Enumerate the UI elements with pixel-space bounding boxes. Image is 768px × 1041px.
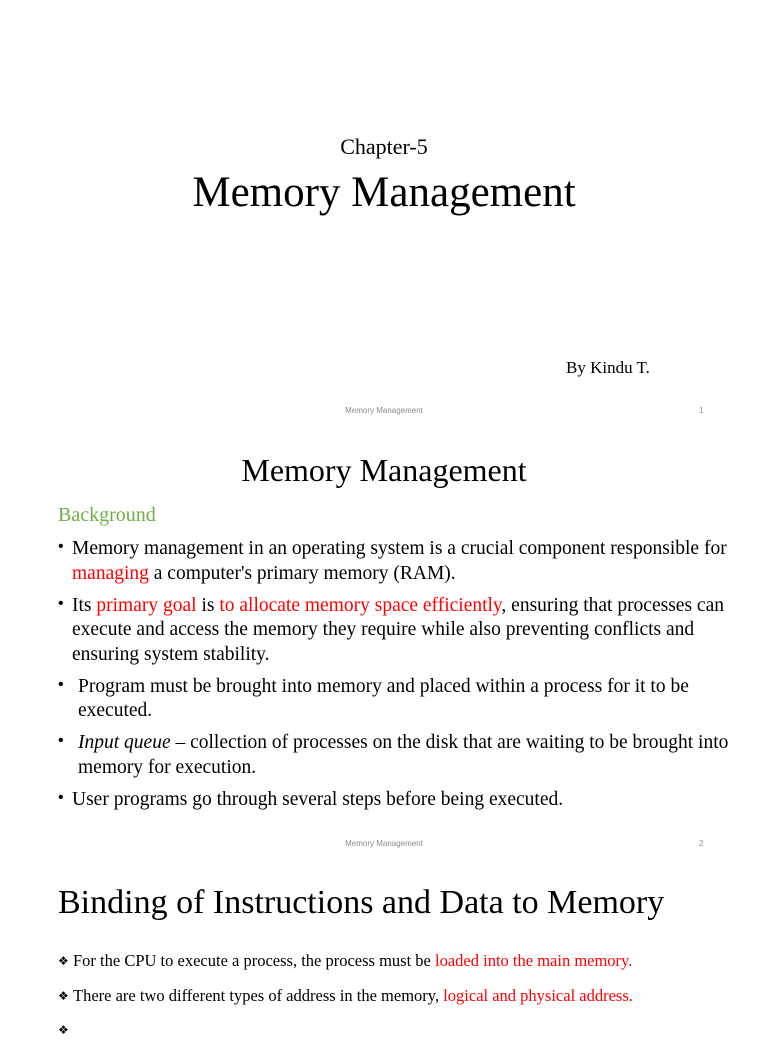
bullet-icon: • bbox=[58, 675, 64, 693]
slide-footer-text: Memory Management bbox=[345, 406, 423, 415]
highlight-text: primary goal bbox=[96, 594, 197, 616]
slide-page-number: 2 bbox=[699, 839, 704, 848]
highlight-text: loaded into the main memory. bbox=[435, 951, 633, 970]
bullet-text: Memory management in an operating system is a crucial component responsible for bbox=[72, 538, 727, 559]
bullet-text: is bbox=[196, 594, 220, 616]
slide-2 bbox=[0, 432, 768, 864]
slide-page-number: 1 bbox=[699, 406, 704, 415]
slide-title: Binding of Instructions and Data to Memory bbox=[58, 884, 665, 921]
list-item bbox=[58, 950, 758, 972]
author-label: By Kindu T. bbox=[566, 358, 650, 377]
diamond-bullet-icon: ❖ bbox=[58, 1023, 69, 1037]
diamond-bullet-icon: ❖ bbox=[58, 954, 69, 968]
bullet-text: For the CPU to execute a process, the process must be bbox=[73, 951, 436, 970]
bullet-icon: • bbox=[58, 538, 64, 555]
list-item bbox=[58, 594, 738, 668]
bullet-text: Program must be brought into memory and placed within a process for it to be executed. bbox=[78, 675, 689, 721]
italic-term: Input queue bbox=[78, 732, 171, 753]
bullet-text: User programs go through several steps before being executed. bbox=[72, 788, 564, 810]
slide-1 bbox=[0, 0, 768, 432]
bullet-text: There are two different types of address in the memory, bbox=[73, 985, 444, 1005]
highlight-text: to allocate memory space efficiently bbox=[219, 594, 502, 616]
list-item bbox=[58, 675, 738, 724]
bullet-text: a computer's primary memory (RAM). bbox=[148, 562, 456, 584]
list-item bbox=[58, 731, 738, 780]
slide-footer-text: Memory Management bbox=[345, 839, 423, 848]
bullet-text: , ensuring that processes can execute and access the memory they require while also preventing conflicts and ensuring system stability. bbox=[72, 594, 724, 665]
bullet-icon: • bbox=[58, 594, 64, 612]
bullet-icon: • bbox=[58, 732, 64, 749]
highlight-text: logical and physical address. bbox=[443, 985, 633, 1005]
list-item bbox=[58, 537, 738, 586]
bullet-list bbox=[58, 537, 738, 820]
bullet-text: Its bbox=[72, 594, 97, 616]
bullet-list bbox=[58, 950, 758, 1037]
section-label: Background bbox=[58, 504, 156, 526]
list-item bbox=[58, 985, 758, 1007]
slide-title: Memory Management bbox=[241, 452, 527, 488]
chapter-label: Chapter-5 bbox=[340, 134, 428, 159]
highlight-text: managing bbox=[72, 562, 149, 584]
diamond-bullet-icon: ❖ bbox=[58, 988, 69, 1003]
bullet-text: – collection of processes on the disk that are waiting to be brought into memory for execution. bbox=[78, 732, 729, 778]
list-item bbox=[58, 788, 738, 813]
bullet-icon: • bbox=[58, 788, 64, 806]
slide-title: Memory Management bbox=[192, 169, 576, 216]
slide-3 bbox=[0, 864, 768, 1037]
